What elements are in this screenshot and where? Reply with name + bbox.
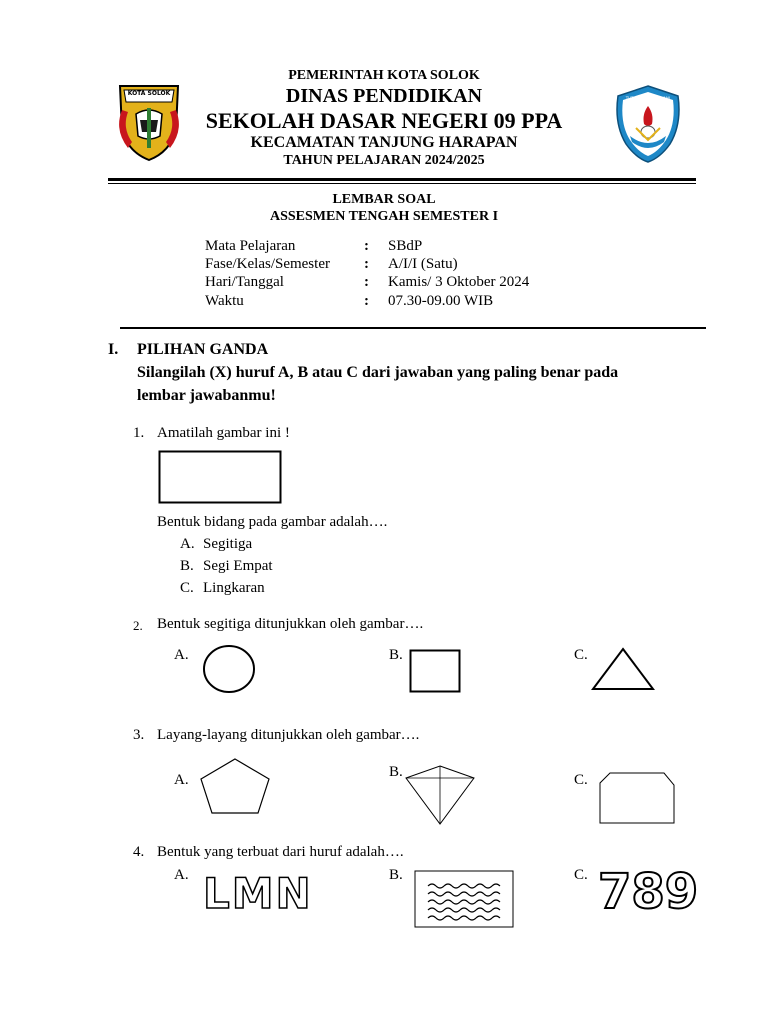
- meta-sep-3: :: [364, 293, 369, 309]
- q2-triangle-figure[interactable]: [590, 647, 656, 691]
- q3-pentagon-figure[interactable]: [198, 757, 272, 815]
- meta-label-1: Fase/Kelas/Semester: [205, 256, 330, 272]
- q4-letters-art[interactable]: LMN: [203, 869, 313, 918]
- header-line-2: DINAS PENDIDIKAN: [285, 85, 483, 107]
- section-instruction-1: Silangilah (X) huruf A, B atau C dari jawaban yang paling benar pada: [137, 364, 619, 381]
- q3-kite-figure[interactable]: [404, 764, 476, 826]
- meta-rule: [120, 327, 706, 329]
- q1-option-b-text[interactable]: Segi Empat: [203, 558, 273, 574]
- q3-option-a-letter[interactable]: A.: [174, 772, 189, 788]
- header-rule-thick: [108, 178, 696, 181]
- q3-number: 3.: [133, 727, 145, 743]
- meta-label-3: Waktu: [205, 293, 244, 309]
- q2-circle-figure[interactable]: [202, 644, 256, 694]
- section-number: I.: [108, 341, 119, 358]
- q3-option-c-letter[interactable]: C.: [574, 772, 588, 788]
- header-rule-thin: [108, 183, 696, 184]
- q3-text: Layang-layang ditunjukkan oleh gambar….: [157, 727, 420, 743]
- q4-wavy-lines-figure[interactable]: [414, 870, 514, 928]
- q1-option-c-letter[interactable]: C.: [180, 580, 194, 596]
- q2-option-b-letter[interactable]: B.: [389, 647, 403, 663]
- section-title: PILIHAN GANDA: [137, 341, 269, 358]
- q3-option-b-letter[interactable]: B.: [389, 764, 403, 780]
- meta-sep-0: :: [364, 238, 369, 254]
- q1-option-c-text[interactable]: Lingkaran: [203, 580, 265, 596]
- q1-rectangle-figure: [158, 450, 282, 504]
- meta-label-2: Hari/Tanggal: [205, 274, 284, 290]
- q4-option-c-letter[interactable]: C.: [574, 867, 588, 883]
- meta-value-1: A/I/I (Satu): [388, 256, 458, 272]
- q4-number: 4.: [133, 844, 145, 860]
- q2-option-a-letter[interactable]: A.: [174, 647, 189, 663]
- meta-sep-1: :: [364, 256, 369, 272]
- header-line-1: PEMERINTAH KOTA SOLOK: [288, 68, 480, 83]
- q3-cut-rectangle-figure[interactable]: [598, 771, 676, 825]
- doc-title-1: LEMBAR SOAL: [332, 192, 436, 207]
- q4-text: Bentuk yang terbuat dari huruf adalah….: [157, 844, 404, 860]
- header-line-4: KECAMATAN TANJUNG HARAPAN: [250, 134, 518, 151]
- meta-sep-2: :: [364, 274, 369, 290]
- meta-value-0: SBdP: [388, 238, 423, 254]
- meta-value-2: Kamis/ 3 Oktober 2024: [388, 274, 530, 290]
- left-logo-text: KOTA SOLOK: [127, 90, 171, 97]
- q4-option-b-letter[interactable]: B.: [389, 867, 403, 883]
- doc-title-2: ASSESMEN TENGAH SEMESTER I: [269, 209, 499, 224]
- q2-number: 2.: [133, 618, 143, 633]
- q1-option-b-letter[interactable]: B.: [180, 558, 194, 574]
- q2-option-c-letter[interactable]: C.: [574, 647, 588, 663]
- q1-option-a-letter[interactable]: A.: [180, 536, 195, 552]
- meta-label-0: Mata Pelajaran: [205, 238, 296, 254]
- q1-number: 1.: [133, 425, 145, 441]
- header-line-5: TAHUN PELAJARAN 2024/2025: [283, 153, 485, 168]
- section-instruction-2: lembar jawabanmu!: [137, 387, 276, 404]
- header-line-3: SEKOLAH DASAR NEGERI 09 PPA: [205, 108, 563, 133]
- meta-value-3: 07.30-09.00 WIB: [388, 293, 494, 309]
- q1-option-a-text[interactable]: Segitiga: [203, 536, 253, 552]
- q4-option-a-letter[interactable]: A.: [174, 867, 189, 883]
- q1-subtext: Bentuk bidang pada gambar adalah….: [157, 514, 388, 530]
- q2-square-figure[interactable]: [409, 649, 461, 693]
- q1-text: Amatilah gambar ini !: [157, 425, 290, 441]
- right-logo-text: TUT WURI HANDAYANI: [625, 96, 671, 101]
- q4-numbers-art[interactable]: 789: [598, 864, 699, 920]
- q2-text: Bentuk segitiga ditunjukkan oleh gambar….: [157, 616, 424, 632]
